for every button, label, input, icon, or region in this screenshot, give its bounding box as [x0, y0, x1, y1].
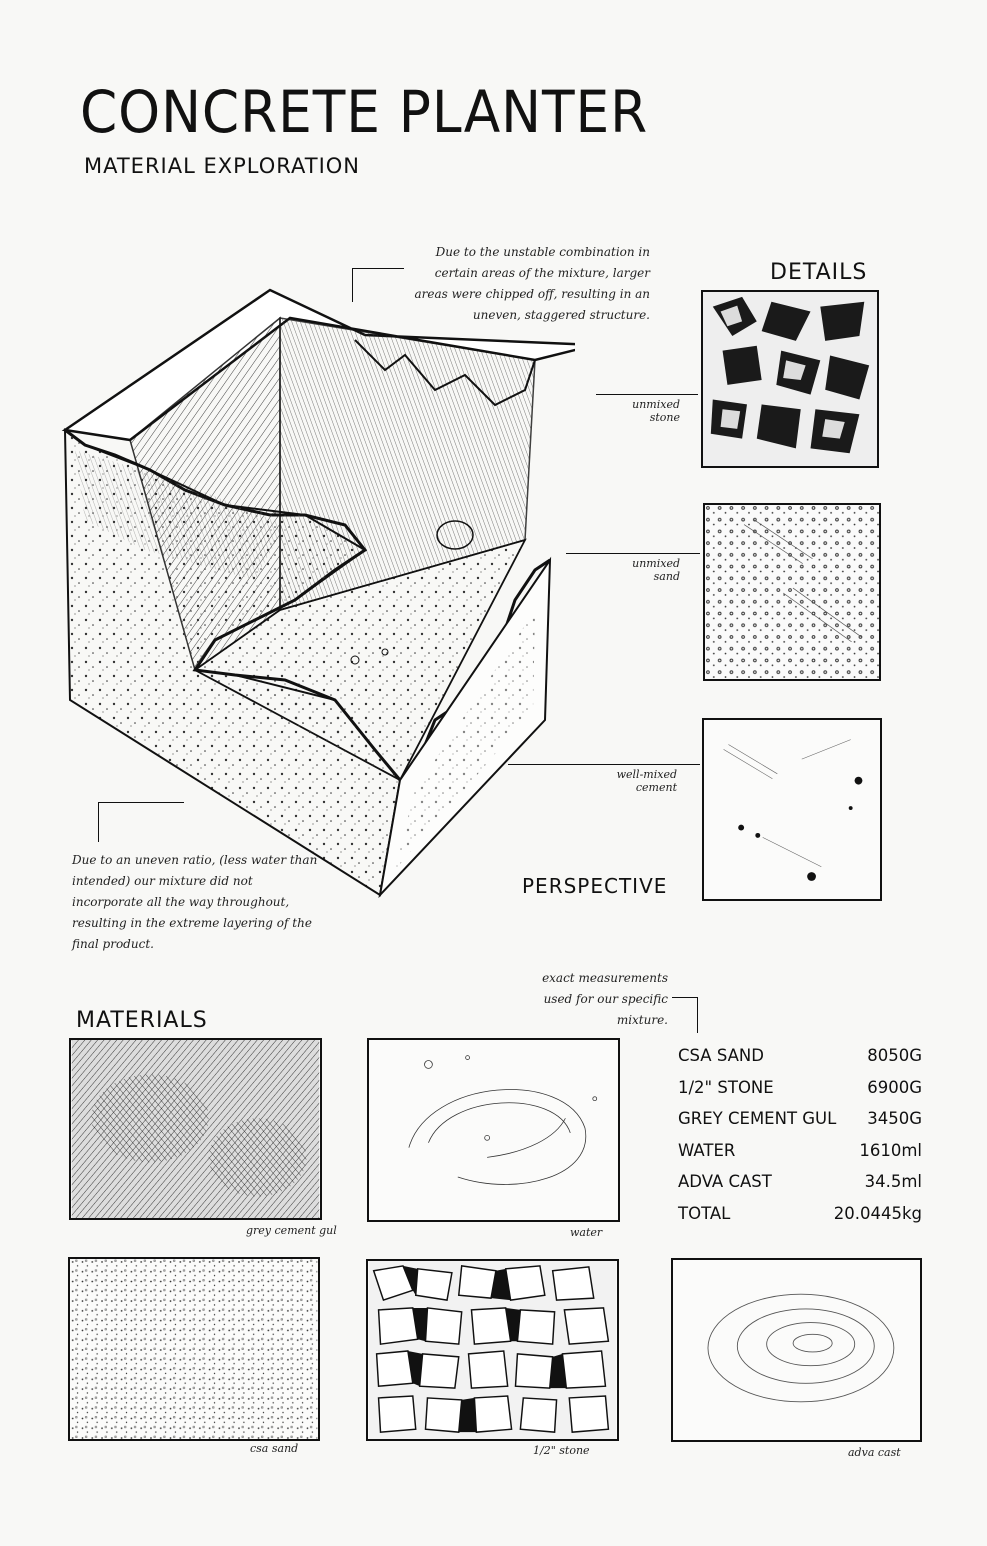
table-row: [678, 1040, 922, 1072]
leader-line: [98, 802, 99, 842]
table-row-total: [678, 1198, 922, 1230]
table-row: [678, 1166, 922, 1198]
detail-unmixed-stone-panel: [701, 290, 879, 468]
note-uneven-structure: Due to the unstable combination in certain areas of the mixture, larger areas were chipped off, resulting in an uneven, staggered structure.: [414, 245, 650, 322]
caption-stone: 1/2" stone: [533, 1444, 590, 1457]
material-name: TOTAL: [678, 1203, 731, 1223]
material-adva-cast-panel: [671, 1258, 922, 1442]
material-grey-cement-panel: [69, 1038, 322, 1220]
leader-line: [98, 802, 184, 803]
table-row: [678, 1135, 922, 1167]
table-row: [678, 1072, 922, 1104]
perspective-heading: PERSPECTIVE: [522, 874, 668, 898]
detail-label-cement: well-mixed cement: [616, 768, 677, 794]
caption-adva-cast: adva cast: [848, 1446, 901, 1459]
leader-line: [508, 764, 700, 765]
page-title: CONCRETE PLANTER: [80, 78, 649, 146]
material-name: CSA SAND: [678, 1046, 764, 1066]
caption-grey-cement: grey cement gul: [246, 1224, 337, 1237]
details-heading: DETAILS: [770, 260, 868, 285]
detail-label-sand: unmixed sand: [632, 557, 680, 583]
note-uneven-ratio: Due to an uneven ratio, (less water than intended) our mixture did not incorporate all the way throughout, resulting in the extreme layering of the final product.: [72, 853, 318, 951]
planter-perspective-drawing: [55, 280, 575, 910]
material-water-panel: [367, 1038, 620, 1222]
leader-line: [566, 553, 700, 554]
material-amount: 20.0445kg: [833, 1203, 922, 1223]
material-amount: 3450G: [867, 1109, 922, 1129]
materials-table: [678, 1040, 922, 1229]
detail-unmixed-sand-panel: [703, 503, 881, 681]
material-amount: 1610ml: [859, 1140, 922, 1160]
leader-line: [352, 268, 353, 302]
material-name: GREY CEMENT GUL: [678, 1109, 837, 1129]
detail-label-stone: unmixed stone: [632, 398, 680, 424]
material-amount: 6900G: [867, 1077, 922, 1097]
leader-line: [596, 394, 698, 395]
material-amount: 34.5ml: [864, 1172, 922, 1192]
note-measurements: exact measurements used for our specific mixture.: [542, 971, 668, 1027]
caption-csa-sand: csa sand: [250, 1442, 299, 1455]
page-subtitle: MATERIAL EXPLORATION: [84, 154, 361, 178]
caption-water: water: [570, 1226, 603, 1239]
materials-heading: MATERIALS: [76, 1008, 208, 1033]
material-name: ADVA CAST: [678, 1172, 772, 1192]
leader-line: [672, 997, 698, 998]
detail-well-mixed-cement-panel: [702, 718, 882, 901]
table-row: [678, 1103, 922, 1135]
material-name: WATER: [678, 1140, 736, 1160]
material-csa-sand-panel: [68, 1257, 320, 1441]
leader-line: [697, 997, 698, 1033]
material-stone-panel: [366, 1259, 619, 1441]
leader-line: [352, 268, 404, 269]
material-name: 1/2" STONE: [678, 1077, 774, 1097]
material-amount: 8050G: [867, 1046, 922, 1066]
